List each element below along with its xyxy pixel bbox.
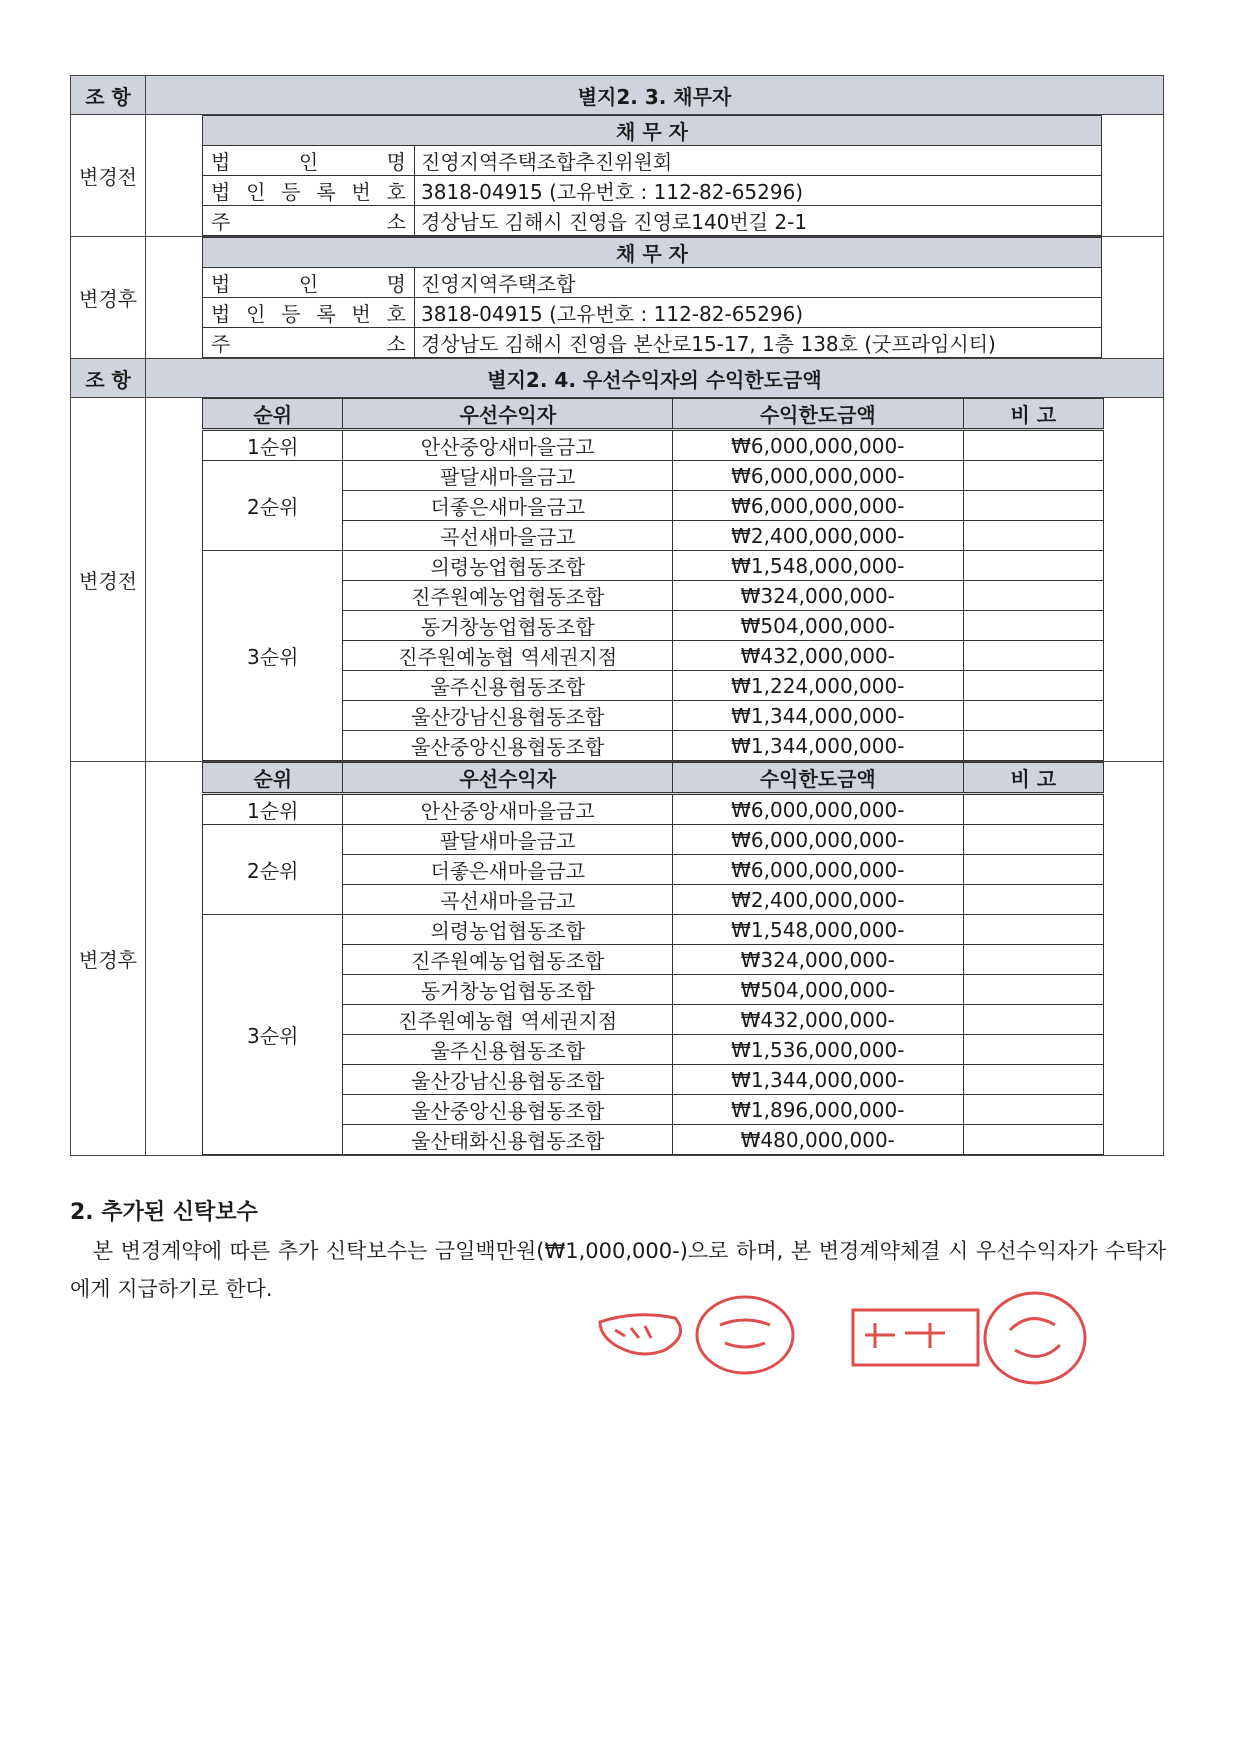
section-title: 별지2. 4. 우선수익자의 수익한도금액: [146, 359, 1164, 398]
note-cell: [963, 794, 1103, 825]
limit-amount: ₩1,548,000,000-: [673, 915, 963, 945]
beneficiary-name: 울산태화신용협동조합: [343, 1125, 673, 1155]
note-cell: [963, 671, 1103, 701]
beneficiary-name: 곡선새마을금고: [343, 521, 673, 551]
note-cell: [963, 430, 1103, 461]
table-row: [203, 825, 1104, 855]
section-label: 조 항: [71, 359, 146, 398]
col-amount: 수익한도금액: [673, 399, 963, 430]
beneficiary-name: 동거창농업협동조합: [343, 611, 673, 641]
beneficiaries-after-row: [71, 762, 1164, 1156]
limit-amount: ₩6,000,000,000-: [673, 461, 963, 491]
section-title: 별지2. 3. 채무자: [146, 76, 1164, 115]
section-header-debtor: [71, 76, 1164, 115]
limit-amount: ₩1,536,000,000-: [673, 1035, 963, 1065]
table-row: [203, 551, 1104, 581]
stamp-4: [985, 1293, 1085, 1383]
rank-cell: 1순위: [203, 794, 343, 825]
col-rank: 순위: [203, 763, 343, 794]
beneficiary-name: 울산강남신용협동조합: [343, 701, 673, 731]
beneficiary-name: 진주원예농업협동조합: [343, 581, 673, 611]
debtor-header: 채 무 자: [203, 238, 1102, 268]
debtor-after-row: [71, 237, 1164, 359]
table-row: [203, 461, 1104, 491]
limit-amount: ₩1,224,000,000-: [673, 671, 963, 701]
col-beneficiary: 우선수익자: [343, 763, 673, 794]
limit-amount: ₩432,000,000-: [673, 641, 963, 671]
seal-stamps: [595, 1290, 1095, 1430]
beneficiary-name: 더좋은새마을금고: [343, 855, 673, 885]
debtor-before-table: [202, 115, 1102, 236]
debtor-before-row: [71, 115, 1164, 237]
limit-amount: ₩1,548,000,000-: [673, 551, 963, 581]
note-cell: [963, 551, 1103, 581]
beneficiary-name: 울산중앙신용협동조합: [343, 1095, 673, 1125]
beneficiary-name: 진주원예농협 역세권지점: [343, 641, 673, 671]
limit-amount: ₩6,000,000,000-: [673, 491, 963, 521]
note-cell: [963, 1125, 1103, 1155]
debtor-reg: 3818-04915 (고유번호 : 112-82-65296): [415, 176, 1102, 206]
note-cell: [963, 1005, 1103, 1035]
note-cell: [963, 701, 1103, 731]
beneficiary-name: 동거창농업협동조합: [343, 975, 673, 1005]
table-row: [203, 794, 1104, 825]
beneficiary-name: 곡선새마을금고: [343, 885, 673, 915]
limit-amount: ₩6,000,000,000-: [673, 825, 963, 855]
debtor-name: 진영지역주택조합추진위원회: [415, 146, 1102, 176]
note-cell: [963, 731, 1103, 761]
col-rank: 순위: [203, 399, 343, 430]
rank-cell: 2순위: [203, 825, 343, 915]
note-cell: [963, 975, 1103, 1005]
beneficiary-name: 팔달새마을금고: [343, 461, 673, 491]
table-row: [203, 430, 1104, 461]
beneficiary-name: 진주원예농업협동조합: [343, 945, 673, 975]
before-label: 변경전: [71, 115, 146, 237]
note-cell: [963, 855, 1103, 885]
limit-amount: ₩6,000,000,000-: [673, 430, 963, 461]
debtor-addr: 경상남도 김해시 진영읍 진영로140번길 2-1: [415, 206, 1102, 236]
rank-cell: 3순위: [203, 551, 343, 761]
note-cell: [963, 611, 1103, 641]
debtor-name: 진영지역주택조합: [415, 268, 1102, 298]
limit-amount: ₩2,400,000,000-: [673, 885, 963, 915]
limit-amount: ₩480,000,000-: [673, 1125, 963, 1155]
debtor-header: 채 무 자: [203, 116, 1102, 146]
limit-amount: ₩6,000,000,000-: [673, 794, 963, 825]
after-label: 변경후: [71, 237, 146, 359]
debtor-after-table: [202, 237, 1102, 358]
section-label: 조 항: [71, 76, 146, 115]
addr-label: 주 소: [203, 206, 415, 236]
note-cell: [963, 825, 1103, 855]
limit-amount: ₩324,000,000-: [673, 581, 963, 611]
before-label: 변경전: [71, 398, 146, 762]
beneficiary-name: 울산강남신용협동조합: [343, 1065, 673, 1095]
beneficiary-name: 의령농업협동조합: [343, 551, 673, 581]
note-cell: [963, 581, 1103, 611]
debtor-reg: 3818-04915 (고유번호 : 112-82-65296): [415, 298, 1102, 328]
limit-amount: ₩1,344,000,000-: [673, 701, 963, 731]
beneficiaries-before-row: [71, 398, 1164, 762]
beneficiary-name: 의령농업협동조합: [343, 915, 673, 945]
limit-amount: ₩504,000,000-: [673, 975, 963, 1005]
limit-amount: ₩1,344,000,000-: [673, 1065, 963, 1095]
rank-header-row: [203, 763, 1104, 794]
beneficiary-name: 안산중앙새마을금고: [343, 430, 673, 461]
name-label: 법 인 명: [203, 268, 415, 298]
note-cell: [963, 461, 1103, 491]
note-cell: [963, 885, 1103, 915]
trust-fee-text: 본 변경계약에 따른 추가 신탁보수는 금일백만원(₩1,000,000-)으로 하며, 본 변경계약체결 시 우선수익자가 수탁자에게 지급하기로 한다.: [70, 1239, 1166, 1301]
col-note: 비 고: [963, 763, 1103, 794]
col-beneficiary: 우선수익자: [343, 399, 673, 430]
note-cell: [963, 1065, 1103, 1095]
limit-amount: ₩2,400,000,000-: [673, 521, 963, 551]
rank-cell: 3순위: [203, 915, 343, 1155]
beneficiary-name: 울주신용협동조합: [343, 671, 673, 701]
limit-amount: ₩1,344,000,000-: [673, 731, 963, 761]
limit-amount: ₩6,000,000,000-: [673, 855, 963, 885]
amendment-table: [70, 75, 1164, 1156]
section-header-beneficiaries: [71, 359, 1164, 398]
name-label: 법 인 명: [203, 146, 415, 176]
stamp-2: [697, 1297, 793, 1373]
debtor-addr: 경상남도 김해시 진영읍 본산로15-17, 1층 138호 (굿프라임시티): [415, 328, 1102, 358]
stamp-1: [600, 1315, 681, 1354]
trust-fee-heading: 2. 추가된 신탁보수: [70, 1200, 258, 1225]
note-cell: [963, 521, 1103, 551]
rank-cell: 1순위: [203, 430, 343, 461]
note-cell: [963, 491, 1103, 521]
rank-header-row: [203, 399, 1104, 430]
beneficiary-name: 더좋은새마을금고: [343, 491, 673, 521]
limit-amount: ₩324,000,000-: [673, 945, 963, 975]
beneficiary-name: 울산중앙신용협동조합: [343, 731, 673, 761]
col-amount: 수익한도금액: [673, 763, 963, 794]
beneficiary-name: 울주신용협동조합: [343, 1035, 673, 1065]
beneficiaries-after-table: [202, 762, 1104, 1155]
beneficiary-name: 안산중앙새마을금고: [343, 794, 673, 825]
beneficiary-name: 진주원예농협 역세권지점: [343, 1005, 673, 1035]
limit-amount: ₩504,000,000-: [673, 611, 963, 641]
col-note: 비 고: [963, 399, 1103, 430]
addr-label: 주 소: [203, 328, 415, 358]
rank-cell: 2순위: [203, 461, 343, 551]
reg-label: 법 인 등 록 번 호: [203, 176, 415, 206]
reg-label: 법 인 등 록 번 호: [203, 298, 415, 328]
note-cell: [963, 641, 1103, 671]
note-cell: [963, 945, 1103, 975]
note-cell: [963, 915, 1103, 945]
after-label: 변경후: [71, 762, 146, 1156]
stamp-3: [853, 1310, 978, 1365]
table-row: [203, 915, 1104, 945]
limit-amount: ₩1,896,000,000-: [673, 1095, 963, 1125]
note-cell: [963, 1035, 1103, 1065]
beneficiary-name: 팔달새마을금고: [343, 825, 673, 855]
beneficiaries-before-table: [202, 398, 1104, 761]
limit-amount: ₩432,000,000-: [673, 1005, 963, 1035]
note-cell: [963, 1095, 1103, 1125]
